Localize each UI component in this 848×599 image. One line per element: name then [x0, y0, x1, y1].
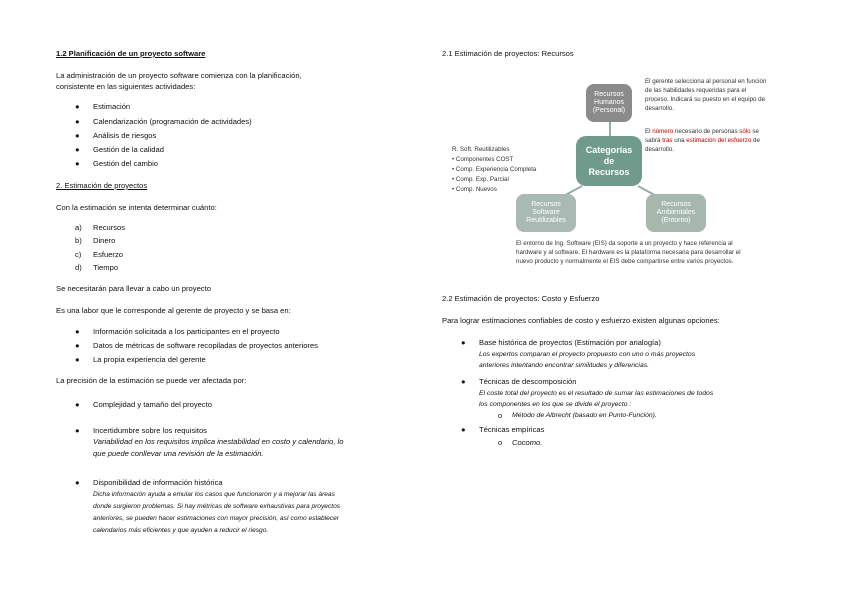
box-label: Recursos — [588, 166, 630, 177]
precision-text: La precisión de la estimación se puede ver afectada por: — [56, 376, 247, 385]
list-item: Esfuerzo — [93, 250, 123, 259]
note-text: necesario de personas — [673, 128, 740, 135]
bullet-icon: ● — [75, 131, 80, 140]
note-text: Componentes COST — [455, 156, 514, 163]
bullet-icon: ● — [75, 102, 80, 111]
software-list-item: • Comp. Exp. Parcial — [452, 176, 509, 183]
section-2-1-heading: 2.1 Estimación de proyectos: Recursos — [442, 49, 574, 58]
factor-history-desc: calendarios más eficientes y que ayuden a reducir el riesgo. — [93, 527, 269, 534]
bullet-icon: ● — [75, 117, 80, 126]
option-decomposition-desc: El coste total del proyecto es el resultado de sumar las estimaciones de todos — [479, 390, 714, 397]
section-2-2-heading: 2.2 Estimación de proyectos: Costo y Esfuerzo — [442, 294, 600, 303]
cocomo-item: Cocomo. — [512, 438, 543, 447]
environment-note: nuevo producto y normalmente el EIS debe compartirse entre varios proyectos. — [516, 258, 734, 265]
note-text: se — [750, 128, 759, 135]
estimate-intro: Con la estimación se intenta determinar cuánto: — [56, 203, 217, 212]
box-label: Recursos — [661, 201, 691, 208]
box-label: (Personal) — [592, 107, 626, 114]
box-label: (Entorno) — [661, 217, 691, 224]
list-item: Análisis de riesgos — [93, 131, 157, 140]
bullet-icon: ● — [75, 355, 80, 364]
box-label: Recursos — [531, 201, 561, 208]
box-label: Recursos — [594, 91, 624, 98]
human-note: de las habilidades requeridas para el — [645, 87, 747, 94]
bullet-icon: ● — [461, 425, 466, 434]
box-label: Categorías — [585, 144, 633, 155]
note-text: Comp. Nuevos — [455, 186, 497, 193]
sub-bullet-icon: o — [498, 438, 503, 447]
option-decomposition-desc: los componentes en los que se divide el proyecto : — [479, 401, 632, 408]
note-text-red: número — [652, 128, 674, 135]
factor-uncertainty-title: Incertidumbre sobre los requisitos — [93, 426, 207, 435]
environment-note: hardware y al software. El hardware es la plataforma necesaria para desarrollar el — [516, 249, 741, 256]
list-marker: c) — [75, 250, 82, 259]
note-text: una — [672, 137, 687, 144]
list-item: La propia experiencia del gerente — [93, 355, 206, 364]
software-list-item: • Componentes COST — [452, 156, 514, 163]
box-label: Ambientales — [656, 209, 696, 216]
factor-history-desc: anteriores, se pueden hacer estimaciones con mayor precisión, así como establecer — [93, 515, 339, 522]
note-text: Comp. Exp. Parcial — [455, 176, 509, 183]
sub-bullet-icon: o — [498, 411, 503, 420]
albrecht-method: Método de Albrecht (basado en Punto-Función). — [512, 412, 657, 419]
bullet-icon: ● — [75, 145, 80, 154]
list-item: Tiempo — [93, 263, 119, 272]
option-history-desc: anteriores intentando encontrar similitudes y diferencias. — [479, 362, 650, 369]
list-item: Dinero — [93, 236, 116, 245]
note-text: de — [751, 137, 760, 144]
box-label: Humanos — [594, 99, 624, 106]
factor-history-desc: Dicha información ayuda a emular los casos que funcionaron y a mejorar las áreas — [93, 491, 335, 498]
software-list-item: • Comp. Experiencia Completa — [452, 166, 537, 173]
list-item: Calendarización (programación de actividades) — [93, 117, 252, 126]
intro-line-1: La administración de un proyecto software comienza con la planificación, — [56, 71, 302, 80]
list-item: Información solicitada a los participantes en el proyecto — [93, 327, 280, 336]
note-text-red: estimación del esfuerzo — [686, 137, 752, 144]
option-empirical-title: Técnicas empíricas — [479, 425, 545, 434]
list-marker: a) — [75, 223, 82, 232]
list-marker: d) — [75, 263, 82, 272]
human-note: proceso. Indicará su puesto en el equipo de — [645, 96, 766, 103]
bullet-icon: ● — [461, 338, 466, 347]
list-item: Recursos — [93, 223, 126, 232]
needed-text: Se necesitarán para llevar a cabo un proyecto — [56, 284, 211, 293]
bullet-icon: ● — [75, 327, 80, 336]
factor-uncertainty-desc: Variabilidad en los requisitos implica inestabilidad en costo y calendario, lo — [93, 437, 344, 446]
note-text: sabrá — [645, 137, 663, 144]
section-2-heading: 2. Estimación de proyectos — [56, 181, 148, 190]
note-text: El — [645, 128, 653, 135]
right-column-lower — [442, 0, 822, 599]
bullet-icon: ● — [75, 426, 80, 435]
factor-complexity: Complejidad y tamaño del proyecto — [93, 400, 213, 409]
note-text-red: tras — [662, 137, 673, 144]
options-intro: Para lograr estimaciones confiables de costo y esfuerzo existen algunas opciones: — [442, 316, 720, 325]
box-label: de — [603, 155, 615, 166]
note-text-red: sólo — [739, 128, 751, 135]
box-label: Reutilizables — [526, 217, 566, 224]
list-item: Gestión de la calidad — [93, 145, 164, 154]
option-history-title: Base histórica de proyectos (Estimación por analogía) — [479, 338, 661, 347]
factor-uncertainty-desc: que puede conllevar una revisión de la estimación. — [93, 449, 264, 458]
bullet-icon: ● — [75, 159, 80, 168]
list-item: Gestión del cambio — [93, 159, 159, 168]
note-text: Comp. Experiencia Completa — [455, 166, 537, 173]
option-history-desc: Los expertos comparan el proyecto propuesto con uno o más proyectos — [479, 351, 696, 358]
intro-line-2: consistente en las siguientes actividades: — [56, 82, 196, 91]
manager-text: Es una labor que le corresponde al gerente de proyecto y se basa en: — [56, 306, 291, 315]
human-note: El gerente selecciona al personal en función — [645, 78, 767, 85]
section-1-2-heading: 1.2 Planificación de un proyecto software — [56, 49, 206, 58]
human-note: desarrollo. — [645, 105, 674, 112]
environment-note: El entorno de Ing. Software (EIS) da soporte a un proyecto y hace referencia al — [516, 240, 733, 247]
factor-history-title: Disponibilidad de información histórica — [93, 478, 223, 487]
number-note: desarrollo. — [645, 146, 674, 153]
list-marker: b) — [75, 236, 82, 245]
bullet-icon: ● — [75, 341, 80, 350]
factor-history-desc: donde surgieron problemas. Si hay métricas de software exhaustivas para proyectos — [93, 503, 341, 510]
software-list-title: R. Soft. Reutilizables — [452, 146, 510, 153]
list-item: Estimación — [93, 102, 131, 111]
list-item: Datos de métricas de software recopiladas de proyectos anteriores — [93, 341, 318, 350]
bullet-icon: ● — [461, 377, 466, 386]
bullet-icon: ● — [75, 400, 80, 409]
box-label: Software — [532, 209, 560, 216]
bullet-icon: ● — [75, 478, 80, 487]
option-decomposition-title: Técnicas de descomposición — [479, 377, 577, 386]
software-list-item: • Comp. Nuevos — [452, 186, 497, 193]
